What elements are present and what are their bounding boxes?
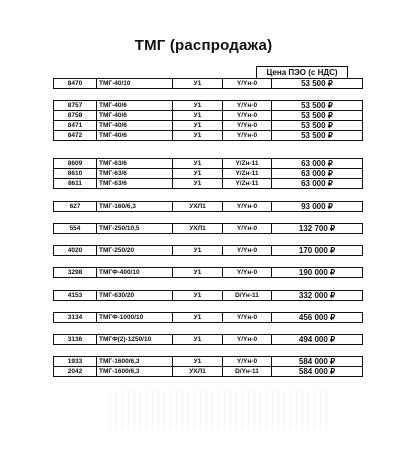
item-code-cell: 8758 xyxy=(54,111,97,121)
climate-class-cell: У1 xyxy=(173,121,223,131)
climate-class-cell: У1 xyxy=(173,79,223,89)
item-code-cell: 8471 xyxy=(54,121,97,131)
price-cell: 456 000 ₽ xyxy=(272,313,363,323)
price-cell: 63 000 ₽ xyxy=(272,159,363,169)
table-row xyxy=(54,79,363,89)
price-group-table xyxy=(53,356,363,377)
model-cell: ТМГФ-1000/10 xyxy=(97,313,173,323)
climate-class-cell: УХЛ1 xyxy=(173,202,223,212)
winding-group-cell: Y/Zн-11 xyxy=(223,179,272,189)
model-cell: ТМГ-1600/6,3 xyxy=(97,367,173,377)
item-code-cell: 8472 xyxy=(54,131,97,141)
price-cell: 53 500 ₽ xyxy=(272,101,363,111)
winding-group-cell: Y/Yн-0 xyxy=(223,79,272,89)
price-cell: 190 000 ₽ xyxy=(272,268,363,278)
price-cell: 63 000 ₽ xyxy=(272,169,363,179)
table-row xyxy=(54,224,363,234)
climate-class-cell: У1 xyxy=(173,335,223,345)
winding-group-cell: Y/Yн-0 xyxy=(223,357,272,367)
winding-group-cell: Y/Yн-0 xyxy=(223,335,272,345)
item-code-cell: 3298 xyxy=(54,268,97,278)
price-cell: 584 000 ₽ xyxy=(272,357,363,367)
table-row xyxy=(54,131,363,141)
winding-group-cell: Y/Zн-11 xyxy=(223,169,272,179)
item-code-cell: 4153 xyxy=(54,291,97,301)
table-row xyxy=(54,159,363,169)
page-title: ТМГ (распродажа) xyxy=(134,37,273,54)
model-cell: ТМГ-40/6 xyxy=(97,121,173,131)
winding-group-cell: Y/Zн-11 xyxy=(223,159,272,169)
table-row xyxy=(54,335,363,345)
winding-group-cell: Y/Yн-0 xyxy=(223,224,272,234)
item-code-cell: 3134 xyxy=(54,313,97,323)
table-row xyxy=(54,291,363,301)
price-cell: 63 000 ₽ xyxy=(272,179,363,189)
price-cell: 170 000 ₽ xyxy=(272,246,363,256)
climate-class-cell: У1 xyxy=(173,246,223,256)
item-code-cell: 4020 xyxy=(54,246,97,256)
climate-class-cell: У1 xyxy=(173,131,223,141)
table-row xyxy=(54,367,363,377)
price-cell: 494 000 ₽ xyxy=(272,335,363,345)
model-cell: ТМГ-40/6 xyxy=(97,101,173,111)
model-cell: ТМГ-63/6 xyxy=(97,179,173,189)
item-code-cell: 3136 xyxy=(54,335,97,345)
winding-group-cell: Y/Yн-0 xyxy=(223,202,272,212)
item-code-cell: 8470 xyxy=(54,79,97,89)
price-group-table xyxy=(53,100,363,141)
item-code-cell: 2042 xyxy=(54,367,97,377)
item-code-cell: 8610 xyxy=(54,169,97,179)
item-code-cell: 1933 xyxy=(54,357,97,367)
winding-group-cell: D/Yн-11 xyxy=(223,291,272,301)
climate-class-cell: У1 xyxy=(173,268,223,278)
price-cell: 53 500 ₽ xyxy=(272,121,363,131)
table-row xyxy=(54,121,363,131)
scan-noise xyxy=(110,390,330,430)
table-row xyxy=(54,101,363,111)
price-cell: 53 500 ₽ xyxy=(272,79,363,89)
model-cell: ТМГ-1600/6,3 xyxy=(97,357,173,367)
climate-class-cell: У1 xyxy=(173,357,223,367)
climate-class-cell: У1 xyxy=(173,101,223,111)
winding-group-cell: Y/Yн-0 xyxy=(223,111,272,121)
price-group-table xyxy=(53,267,363,278)
item-code-cell: 8757 xyxy=(54,101,97,111)
climate-class-cell: У1 xyxy=(173,159,223,169)
price-group-table xyxy=(53,290,363,301)
model-cell: ТМГ-160/6,3 xyxy=(97,202,173,212)
model-cell: ТМГ-630/20 xyxy=(97,291,173,301)
price-column-header: Цена ПЭО (с НДС) xyxy=(256,66,348,79)
model-cell: ТМГ-250/10,5 xyxy=(97,224,173,234)
item-code-cell: 8609 xyxy=(54,159,97,169)
price-cell: 53 500 ₽ xyxy=(272,111,363,121)
model-cell: ТМГ-250/20 xyxy=(97,246,173,256)
table-row xyxy=(54,313,363,323)
winding-group-cell: Y/Yн-0 xyxy=(223,313,272,323)
price-group-table xyxy=(53,78,363,89)
price-cell: 584 000 ₽ xyxy=(272,367,363,377)
price-group-table xyxy=(53,158,363,189)
price-cell: 93 000 ₽ xyxy=(272,202,363,212)
price-cell: 132 700 ₽ xyxy=(272,224,363,234)
table-row xyxy=(54,179,363,189)
model-cell: ТМГФ(2)-1250/10 xyxy=(97,335,173,345)
price-group-table xyxy=(53,201,363,212)
price-group-table xyxy=(53,312,363,323)
table-row xyxy=(54,268,363,278)
price-cell: 332 000 ₽ xyxy=(272,291,363,301)
table-row xyxy=(54,357,363,367)
item-code-cell: 627 xyxy=(54,202,97,212)
price-group-table xyxy=(53,223,363,234)
model-cell: ТМГ-40/6 xyxy=(97,111,173,121)
price-group-table xyxy=(53,245,363,256)
model-cell: ТМГ-63/6 xyxy=(97,169,173,179)
winding-group-cell: Y/Yн-0 xyxy=(223,268,272,278)
winding-group-cell: Y/Yн-0 xyxy=(223,121,272,131)
model-cell: ТМГФ-400/10 xyxy=(97,268,173,278)
table-row xyxy=(54,111,363,121)
winding-group-cell: D/Yн-11 xyxy=(223,367,272,377)
price-cell: 53 500 ₽ xyxy=(272,131,363,141)
item-code-cell: 8611 xyxy=(54,179,97,189)
climate-class-cell: У1 xyxy=(173,179,223,189)
item-code-cell: 554 xyxy=(54,224,97,234)
climate-class-cell: У1 xyxy=(173,291,223,301)
winding-group-cell: Y/Yн-0 xyxy=(223,101,272,111)
model-cell: ТМГ-40/10 xyxy=(97,79,173,89)
table-row xyxy=(54,246,363,256)
winding-group-cell: Y/Yн-0 xyxy=(223,131,272,141)
price-group-table xyxy=(53,334,363,345)
table-row xyxy=(54,169,363,179)
winding-group-cell: Y/Yн-0 xyxy=(223,246,272,256)
model-cell: ТМГ-63/6 xyxy=(97,159,173,169)
climate-class-cell: УХЛ1 xyxy=(173,224,223,234)
model-cell: ТМГ-40/6 xyxy=(97,131,173,141)
table-row xyxy=(54,202,363,212)
climate-class-cell: УХЛ1 xyxy=(173,367,223,377)
climate-class-cell: У1 xyxy=(173,313,223,323)
climate-class-cell: У1 xyxy=(173,169,223,179)
climate-class-cell: У1 xyxy=(173,111,223,121)
